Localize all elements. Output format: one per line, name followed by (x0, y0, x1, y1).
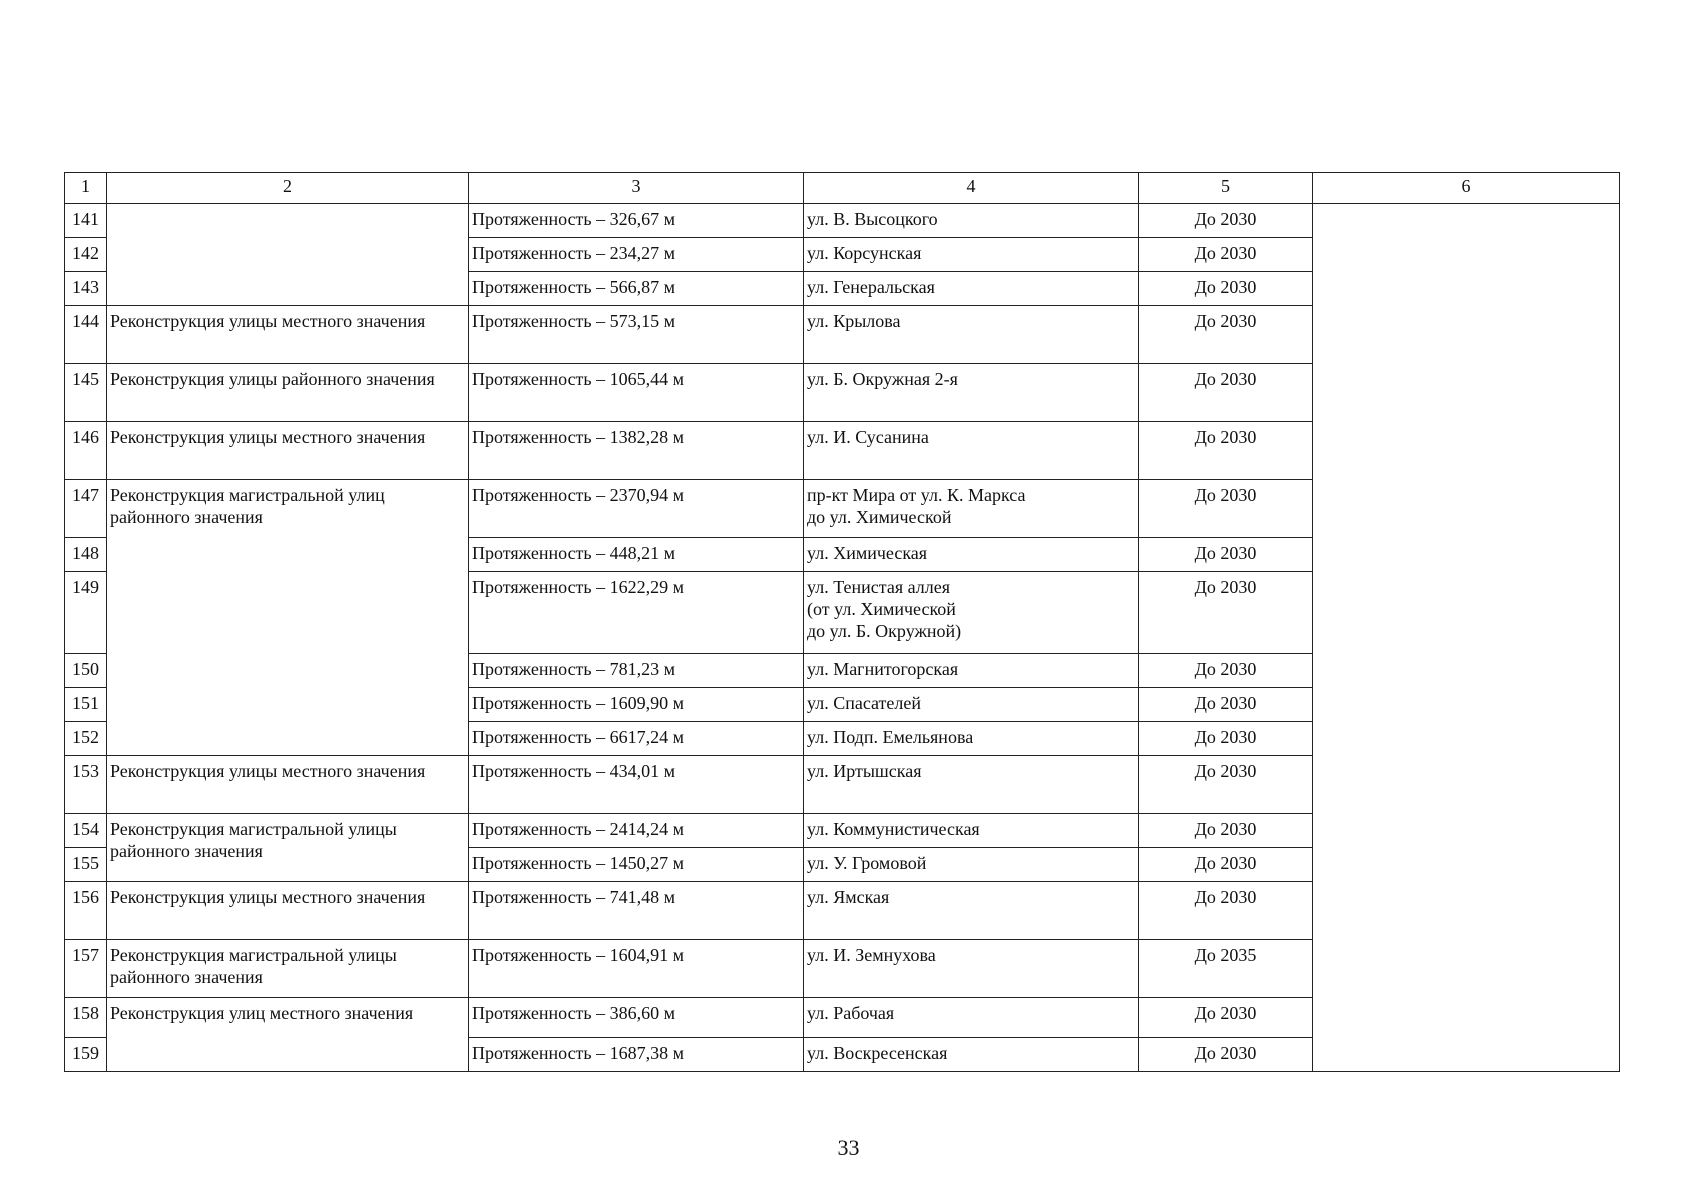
row-number: 155 (65, 848, 107, 882)
street-cell: ул. И. Земнухова (804, 940, 1139, 998)
work-cell: Реконструкция улицы местного значения (107, 882, 469, 940)
length-cell: Протяженность – 1450,27 м (469, 848, 804, 882)
row-number: 149 (65, 572, 107, 654)
street-cell: ул. Коммунистическая (804, 814, 1139, 848)
row-number: 147 (65, 480, 107, 538)
row-number: 146 (65, 422, 107, 480)
street-cell: ул. Магнитогорская (804, 654, 1139, 688)
header-cell: 1 (65, 173, 107, 204)
street-cell: ул. Иртышская (804, 756, 1139, 814)
length-cell: Протяженность – 741,48 м (469, 882, 804, 940)
length-cell: Протяженность – 6617,24 м (469, 722, 804, 756)
term-cell: До 2030 (1139, 688, 1313, 722)
row-number: 142 (65, 238, 107, 272)
row-number: 152 (65, 722, 107, 756)
notes-cell-empty (1313, 204, 1620, 1072)
term-cell: До 2030 (1139, 538, 1313, 572)
header-cell: 4 (804, 173, 1139, 204)
length-cell: Протяженность – 386,60 м (469, 998, 804, 1038)
length-cell: Протяженность – 1382,28 м (469, 422, 804, 480)
term-cell: До 2030 (1139, 272, 1313, 306)
row-number: 141 (65, 204, 107, 238)
street-cell: ул. Ямская (804, 882, 1139, 940)
row-number: 159 (65, 1038, 107, 1072)
length-cell: Протяженность – 434,01 м (469, 756, 804, 814)
header-cell: 5 (1139, 173, 1313, 204)
street-cell: ул. Корсунская (804, 238, 1139, 272)
street-cell: ул. Б. Окружная 2-я (804, 364, 1139, 422)
row-number: 144 (65, 306, 107, 364)
street-cell: ул. Генеральская (804, 272, 1139, 306)
row-number: 153 (65, 756, 107, 814)
header-cell: 3 (469, 173, 804, 204)
street-cell: ул. Рабочая (804, 998, 1139, 1038)
street-cell: ул. В. Высоцкого (804, 204, 1139, 238)
table-row (65, 204, 1620, 238)
work-cell: Реконструкция улицы местного значения (107, 306, 469, 364)
header-row (65, 173, 1620, 204)
term-cell: До 2030 (1139, 848, 1313, 882)
street-cell: ул. Спасателей (804, 688, 1139, 722)
length-cell: Протяженность – 1687,38 м (469, 1038, 804, 1072)
work-cell: Реконструкция магистральной улицы районного значения (107, 814, 469, 882)
length-cell: Протяженность – 573,15 м (469, 306, 804, 364)
row-number: 143 (65, 272, 107, 306)
length-cell: Протяженность – 1622,29 м (469, 572, 804, 654)
term-cell: До 2030 (1139, 814, 1313, 848)
term-cell: До 2030 (1139, 572, 1313, 654)
length-cell: Протяженность – 781,23 м (469, 654, 804, 688)
term-cell: До 2030 (1139, 306, 1313, 364)
street-cell: ул. И. Сусанина (804, 422, 1139, 480)
street-cell: ул. У. Громовой (804, 848, 1139, 882)
row-number: 154 (65, 814, 107, 848)
work-cell: Реконструкция улицы местного значения (107, 422, 469, 480)
work-cell-empty (107, 204, 469, 306)
term-cell: До 2030 (1139, 204, 1313, 238)
term-cell: До 2030 (1139, 882, 1313, 940)
length-cell: Протяженность – 448,21 м (469, 538, 804, 572)
street-cell: ул. Воскресенская (804, 1038, 1139, 1072)
work-cell: Реконструкция магистральной улиц районного значения (107, 480, 469, 756)
term-cell: До 2030 (1139, 480, 1313, 538)
length-cell: Протяженность – 326,67 м (469, 204, 804, 238)
work-cell: Реконструкция магистральной улицы районного значения (107, 940, 469, 998)
works-table (64, 172, 1620, 1072)
row-number: 158 (65, 998, 107, 1038)
work-cell: Реконструкция улиц местного значения (107, 998, 469, 1072)
street-cell: пр-кт Мира от ул. К. Маркса до ул. Химической (804, 480, 1139, 538)
term-cell: До 2030 (1139, 238, 1313, 272)
row-number: 151 (65, 688, 107, 722)
length-cell: Протяженность – 1065,44 м (469, 364, 804, 422)
header-cell: 6 (1313, 173, 1620, 204)
length-cell: Протяженность – 2370,94 м (469, 480, 804, 538)
length-cell: Протяженность – 2414,24 м (469, 814, 804, 848)
row-number: 145 (65, 364, 107, 422)
length-cell: Протяженность – 1604,91 м (469, 940, 804, 998)
term-cell: До 2030 (1139, 422, 1313, 480)
street-cell: ул. Тенистая аллея (от ул. Химической до ул. Б. Окружной) (804, 572, 1139, 654)
street-cell: ул. Химическая (804, 538, 1139, 572)
row-number: 157 (65, 940, 107, 998)
row-number: 150 (65, 654, 107, 688)
street-cell: ул. Подп. Емельянова (804, 722, 1139, 756)
page-number: 33 (837, 1135, 860, 1160)
length-cell: Протяженность – 1609,90 м (469, 688, 804, 722)
term-cell: До 2035 (1139, 940, 1313, 998)
term-cell: До 2030 (1139, 722, 1313, 756)
header-cell: 2 (107, 173, 469, 204)
work-cell: Реконструкция улицы местного значения (107, 756, 469, 814)
street-cell: ул. Крылова (804, 306, 1139, 364)
term-cell: До 2030 (1139, 654, 1313, 688)
row-number: 156 (65, 882, 107, 940)
length-cell: Протяженность – 566,87 м (469, 272, 804, 306)
term-cell: До 2030 (1139, 756, 1313, 814)
term-cell: До 2030 (1139, 998, 1313, 1038)
work-cell: Реконструкция улицы районного значения (107, 364, 469, 422)
row-number: 148 (65, 538, 107, 572)
term-cell: До 2030 (1139, 364, 1313, 422)
term-cell: До 2030 (1139, 1038, 1313, 1072)
length-cell: Протяженность – 234,27 м (469, 238, 804, 272)
